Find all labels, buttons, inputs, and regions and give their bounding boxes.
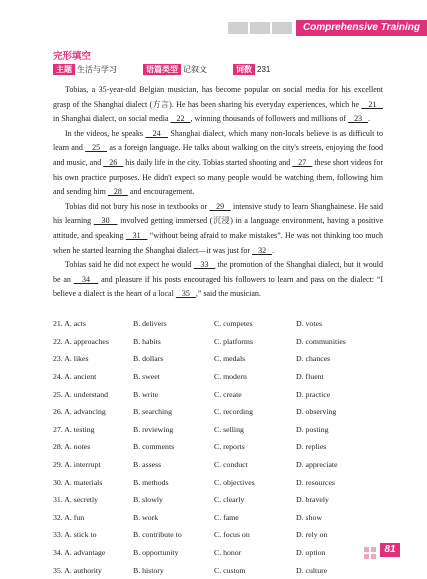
passage-text: as a foreign language. He talks about walking on the city's streets, enjoying the food and music, and <box>53 143 384 167</box>
option-a: 29. A. interrupt <box>53 460 101 470</box>
blank-32: 32 <box>252 245 273 255</box>
option-b: B. delivers <box>133 319 167 329</box>
option-a: 26. A. advancing <box>53 407 106 417</box>
option-a: 32. A. fun <box>53 512 85 522</box>
option-c: C. selling <box>214 424 244 434</box>
option-a: 25. A. understand <box>53 389 109 399</box>
option-d: D. bravely <box>296 495 329 505</box>
wordcount-value: 231 <box>257 65 271 74</box>
passage-text: and encouragement. <box>127 187 195 197</box>
option-d: D. practice <box>296 389 331 399</box>
option-a: 23. A. likes <box>53 354 89 364</box>
option-b: B. work <box>133 512 159 522</box>
paragraph-3 <box>53 200 383 258</box>
option-a: 21. A. acts <box>53 319 86 329</box>
blank-21: 21 <box>361 99 384 109</box>
option-d: D. appreciate <box>296 460 338 470</box>
option-a: 22. A. approaches <box>53 336 109 346</box>
option-b: B. assess <box>133 460 162 470</box>
option-a: 33. A. stick to <box>53 530 97 540</box>
option-c: C. clearly <box>214 495 245 505</box>
option-b: B. history <box>133 565 164 575</box>
option-a: 34. A. advantage <box>53 548 106 558</box>
decor-square <box>364 554 369 559</box>
option-b: B. habits <box>133 336 161 346</box>
section-banner: Comprehensive Training <box>296 20 427 36</box>
paragraph-2 <box>53 127 383 200</box>
paragraph-1 <box>53 83 383 127</box>
option-c: C. fame <box>214 512 239 522</box>
option-a: 28. A. notes <box>53 442 91 452</box>
option-b: B. comments <box>133 442 175 452</box>
option-b: B. slowly <box>133 495 163 505</box>
passage-text: Tobias, a 35-year-old Belgian musician, has become popular on social media for his excellent grasp of the Shanghai dialect (方言). He has been sharing his everyday experiences, which he <box>53 85 383 109</box>
blank-27: 27 <box>292 157 313 167</box>
topic-tag: 主题 <box>53 64 75 75</box>
option-row <box>53 385 383 403</box>
option-b: B. write <box>133 389 159 399</box>
passage-text: and pleasure if his posts encouraged his followers to learn and pass on the dialect: “I believe a dialect is the heart of a local <box>53 274 384 299</box>
option-d: D. show <box>296 512 322 522</box>
decor-square <box>364 547 369 552</box>
blank-29: 29 <box>209 201 231 211</box>
option-c: C. create <box>214 389 242 399</box>
blank-30: 30 <box>93 216 118 226</box>
option-d: D. resources <box>296 477 335 487</box>
decor-block <box>250 22 270 34</box>
option-b: B. methods <box>133 477 169 487</box>
topic-value: 生活与学习 <box>77 65 117 74</box>
option-c: C. focus on <box>214 530 250 540</box>
passage-text: . <box>272 245 275 255</box>
option-a: 30. A. materials <box>53 477 103 487</box>
passage-text: the promotion of the Shanghai dialect, but it would be an <box>53 260 383 284</box>
option-c: C. competes <box>214 319 253 329</box>
blank-24: 24 <box>145 128 168 138</box>
blank-23: 23 <box>348 114 369 124</box>
option-row <box>53 509 383 527</box>
option-d: D. observing <box>296 407 337 417</box>
genre-tag: 语篇类型 <box>143 64 181 75</box>
option-c: C. recording <box>214 407 253 417</box>
option-d: D. chances <box>296 354 331 364</box>
passage-text: in Shanghai dialect, on social media <box>53 114 171 124</box>
blank-25: 25 <box>85 143 108 153</box>
option-b: B. contribute to <box>133 530 182 540</box>
option-row <box>53 526 383 544</box>
option-d: D. fluent <box>296 372 324 382</box>
option-row <box>53 544 383 562</box>
option-row <box>53 350 383 368</box>
option-row <box>53 473 383 491</box>
option-row <box>53 491 383 509</box>
passage-text: Shanghai dialect, which many non-locals believe is as difficult to learn and <box>53 128 384 153</box>
passage-text: intensive study to learn Shanghainese. He said his learning <box>53 201 383 226</box>
option-c: C. objectives <box>214 477 255 487</box>
blank-31: 31 <box>125 230 148 240</box>
genre-value: 记叙文 <box>183 65 207 74</box>
option-row <box>53 315 383 333</box>
blank-35: 35 <box>175 289 196 299</box>
option-a: 27. A. testing <box>53 424 95 434</box>
option-d: D. replies <box>296 442 327 452</box>
passage-text: his daily life in the city. Tobias started shooting and <box>123 157 293 167</box>
option-c: C. medals <box>214 354 246 364</box>
option-row <box>53 333 383 351</box>
passage-text: . <box>368 114 371 124</box>
option-row <box>53 561 383 579</box>
option-b: B. reviewing <box>133 424 174 434</box>
passage-text: ,” said the musician. <box>195 289 261 299</box>
answer-options <box>53 315 383 579</box>
passage-text: “without being afraid to make mistakes”. He was not thinking too much when he started learning the Shanghai dialect—it was just for <box>53 230 384 255</box>
passage-text: , winning thousands of followers and millions of <box>190 114 349 124</box>
wordcount-tag: 词数 <box>233 64 255 75</box>
blank-34: 34 <box>73 274 99 284</box>
option-c: C. honor <box>214 548 242 558</box>
option-d: D. option <box>296 548 326 558</box>
option-row <box>53 456 383 474</box>
option-c: C. modern <box>214 372 247 382</box>
option-c: C. reports <box>214 442 245 452</box>
passage-text: these short videos for his own practice purposes. He didn't expect so many people would be watching them, following him and sending him <box>53 157 384 197</box>
page-number: 81 <box>380 543 400 557</box>
option-row <box>53 403 383 421</box>
option-c: C. custom <box>214 565 246 575</box>
blank-26: 26 <box>103 157 124 167</box>
option-a: 24. A. ancient <box>53 372 97 382</box>
passage-text: In the videos, he speaks <box>65 128 146 138</box>
blank-22: 22 <box>170 114 191 124</box>
option-b: B. opportunity <box>133 548 179 558</box>
passage-text: Tobias said he did not expect he would <box>65 260 194 270</box>
option-b: B. sweet <box>133 372 160 382</box>
decor-square <box>371 547 376 552</box>
blank-33: 33 <box>193 260 216 270</box>
option-d: D. culture <box>296 565 328 575</box>
decor-block <box>272 22 292 34</box>
option-b: B. searching <box>133 407 172 417</box>
paragraph-4 <box>53 258 383 302</box>
blank-28: 28 <box>107 187 128 197</box>
passage-meta <box>53 64 270 75</box>
section-title: 完形填空 <box>53 51 92 62</box>
option-a: 31. A. secretly <box>53 495 99 505</box>
option-a: 35. A. authority <box>53 565 102 575</box>
passage-text: Tobias did not bury his nose in textbooks or <box>65 201 210 211</box>
decor-square <box>371 554 376 559</box>
option-c: C. conduct <box>214 460 248 470</box>
option-b: B. dollars <box>133 354 164 364</box>
passage-text: involved getting immersed (沉浸) in a language environment, having a positive attitude, and speaking <box>53 216 384 240</box>
option-d: D. posting <box>296 424 329 434</box>
option-d: D. communities <box>296 336 346 346</box>
option-d: D. votes <box>296 319 322 329</box>
option-row <box>53 438 383 456</box>
option-c: C. platforms <box>214 336 253 346</box>
cloze-passage <box>53 83 383 302</box>
option-d: D. rely on <box>296 530 328 540</box>
decor-block <box>228 22 248 34</box>
option-row <box>53 421 383 439</box>
option-row <box>53 368 383 386</box>
